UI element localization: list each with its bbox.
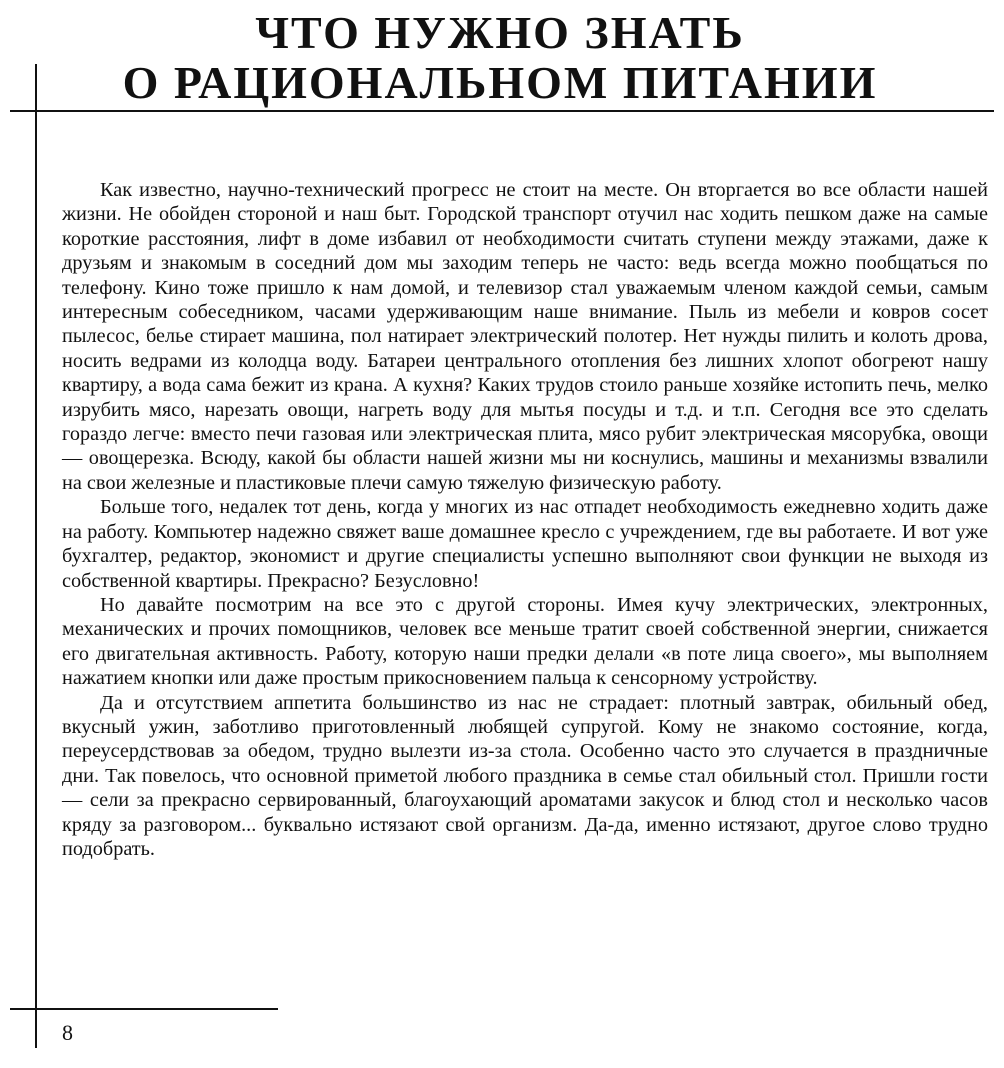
header-horizontal-rule: [10, 110, 994, 112]
title-line-2: О РАЦИОНАЛЬНОМ ПИТАНИИ: [122, 57, 878, 108]
page-number: 8: [62, 1020, 73, 1045]
article-body: [62, 178, 988, 861]
margin-vertical-rule: [35, 64, 37, 1048]
paragraph-1: Как известно, научно-технический прогресс не стоит на месте. Он вторгается во все области нашей жизни. Не обойден стороной и наш быт. Городской транспорт отучил нас ходить пешком даже на самые короткие расстояния, лифт в доме избавил от необходимости считать ступени между этажами, даже к друзьям и знакомым в соседний дом мы заходим теперь не часто: ведь всегда можно пообщаться по телефону. Кино тоже пришло к нам домой, и телевизор стал уважаемым членом каждой семьи, самым интересным собеседником, часами удерживающим наше внимание. Пыль из мебели и ковров сосет пылесос, белье стирает машина, пол натирает электрический полотер. Нет нужды пилить и колоть дрова, носить ведрами из колодца воду. Батареи центрального отопления без лишних хлопот обогреют нашу квартиру, а вода сама бежит из крана. А кухня? Каких трудов стоило раньше хозяйке истопить печь, мелко изрубить мясо, нарезать овощи, нагреть воду для мытья посуды и т.д. и т.п. Сегодня все это сделать гораздо легче: вместо печи газовая или электрическая плита, мясо рубит электрическая мясорубка, овощи — овощерезка. Всюду, какой бы области нашей жизни мы ни коснулись, машины и механизмы взвалили на свои железные и пластиковые плечи самую тяжелую физическую работу.: [62, 179, 988, 494]
paragraph-2: Больше того, недалек тот день, когда у многих из нас отпадет необходимость ежедневно ходить даже на работу. Компьютер надежно свяжет ваше домашнее кресло с учреждением, где вы работаете. И вот уже бухгалтер, редактор, экономист и другие специалисты успешно выполняют свои функции не выходя из собственной квартиры. Прекрасно? Безусловно!: [62, 496, 988, 592]
paragraph-4: Да и отсутствием аппетита большинство из нас не страдает: плотный завтрак, обильный обед, вкусный ужин, заботливо приготовленный любящей супругой. Кому не знакомо состояние, когда, переусердствовав за обедом, трудно вылезти из-за стола. Особенно часто это случается в праздничные дни. Так повелось, что основной приметой любого праздника в семье стал обильный стол. Пришли гости — сели за прекрасно сервированный, благоухающий ароматами закусок и блюд стол и несколько часов кряду за разговором... буквально истязают свой организм. Да-да, именно истязают, другое слово трудно подобрать.: [62, 691, 988, 860]
page-title: [60, 8, 940, 108]
footer-horizontal-rule: [10, 1008, 278, 1010]
paragraph-3: Но давайте посмотрим на все это с другой стороны. Имея кучу электрических, электронных, механических и прочих помощников, человек все меньше тратит своей собственной энергии, снижается его двигательная активность. Работу, которую наши предки делали «в поте лица своего», мы выполняем нажатием кнопки или даже простым прикосновением пальца к сенсорному устройству.: [62, 593, 988, 690]
title-line-1: ЧТО НУЖНО ЗНАТЬ: [255, 7, 745, 58]
